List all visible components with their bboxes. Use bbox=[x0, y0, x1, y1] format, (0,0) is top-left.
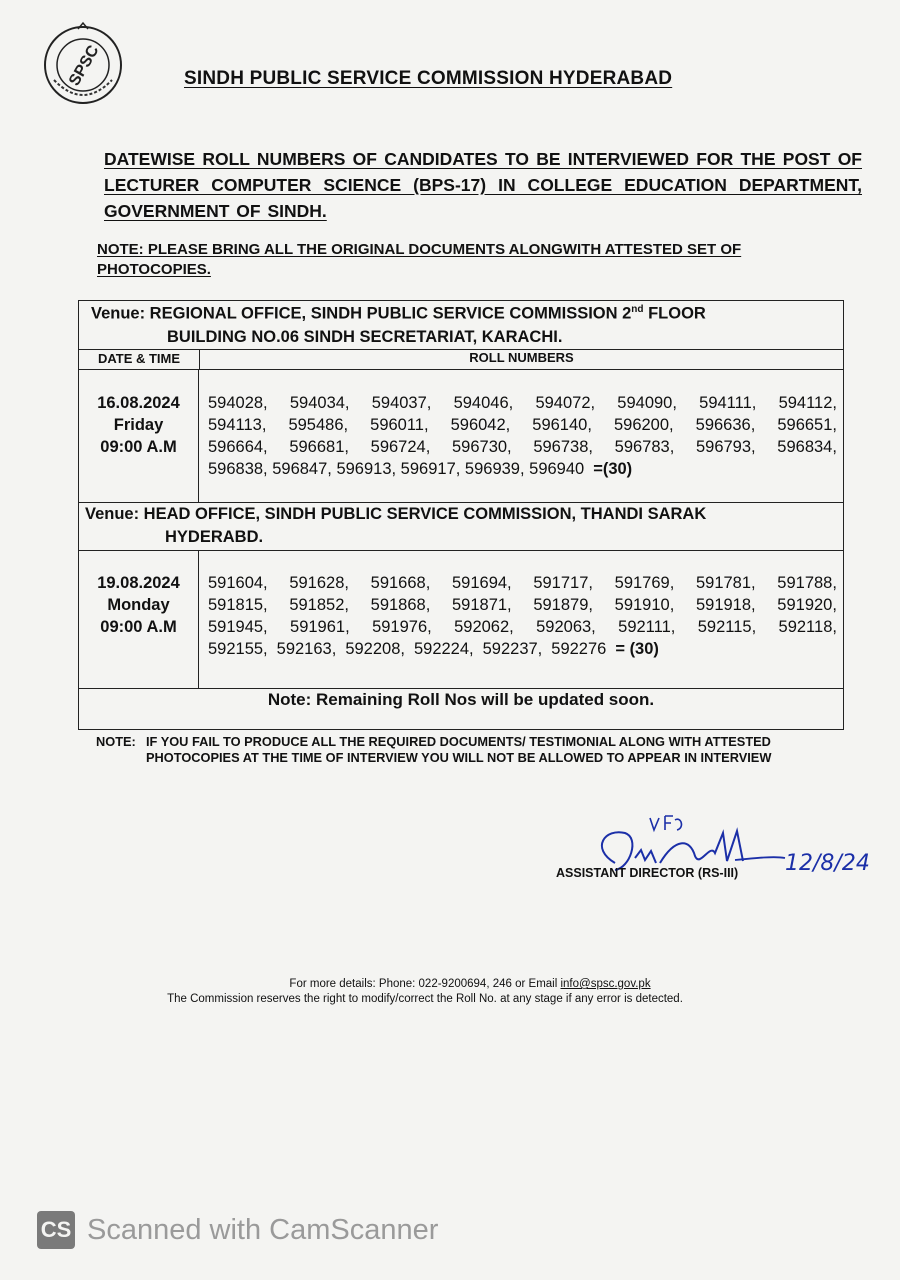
roll-total: = (30) bbox=[615, 640, 659, 658]
roll-line: 596664, 596681, 596724, 596730, 596738, 596783, 596793, 596834, bbox=[208, 438, 837, 456]
venue-line-2: HYDERABD. bbox=[165, 528, 264, 546]
table-row bbox=[79, 550, 843, 689]
note-text: IF YOU FAIL TO PRODUCE ALL THE REQUIRED DOCUMENTS/ TESTIMONIAL ALONG WITH ATTESTED PHOTOCOPIES AT THE TIME OF INTERVIEW YOU WILL NOT BE ALLOWED TO APPEAR IN INTERVIEW bbox=[146, 734, 772, 765]
camscanner-watermark bbox=[37, 1210, 438, 1250]
interview-time: 09:00 A.M bbox=[100, 618, 177, 636]
venue-karachi bbox=[79, 301, 843, 350]
header-roll-numbers: ROLL NUMBERS bbox=[469, 350, 574, 365]
svg-text:SPSC: SPSC bbox=[66, 42, 103, 89]
roll-line: 594113, 595486, 596011, 596042, 596140, 596200, 596636, 596651, bbox=[208, 416, 837, 434]
handwritten-signature bbox=[585, 808, 885, 898]
camscanner-icon: CS bbox=[37, 1211, 75, 1249]
roll-line: 591945, 591961, 591976, 592062, 592063, 592111, 592115, 592118, bbox=[208, 618, 837, 636]
roll-total: =(30) bbox=[593, 460, 633, 478]
watermark-text: Scanned with CamScanner bbox=[87, 1213, 439, 1246]
venue-line-1: Venue: HEAD OFFICE, SINDH PUBLIC SERVICE COMMISSION, THANDI SARAK bbox=[85, 505, 707, 523]
roll-line: 596838, 596847, 596913, 596917, 596939, 596940 =(30) bbox=[208, 460, 633, 478]
roll-line: 592155, 592163, 592208, 592224, 592237, 592276 = (30) bbox=[208, 640, 659, 658]
venue-line-1: Venue: REGIONAL OFFICE, SINDH PUBLIC SERVICE COMMISSION 2nd FLOOR bbox=[91, 304, 706, 323]
footer-disclaimer: The Commission reserves the right to modify/correct the Roll No. at any stage if any error is detected. bbox=[167, 993, 683, 1005]
email-link[interactable]: info@spsc.gov.pk bbox=[560, 978, 651, 990]
interview-schedule-table bbox=[78, 300, 844, 730]
note-bottom bbox=[96, 734, 856, 766]
roll-line: 591604, 591628, 591668, 591694, 591717, 591769, 591781, 591788, bbox=[208, 574, 837, 592]
remaining-note: Note: Remaining Roll Nos will be updated soon. bbox=[267, 690, 655, 709]
interview-day: Monday bbox=[107, 596, 170, 614]
roll-line: 594028, 594034, 594037, 594046, 594072, 594090, 594111, 594112, bbox=[208, 394, 837, 412]
roll-line: 591815, 591852, 591868, 591871, 591879, 591910, 591918, 591920, bbox=[208, 596, 837, 614]
interview-time: 09:00 A.M bbox=[100, 438, 177, 456]
venue-hyderabad bbox=[79, 502, 843, 551]
table-header-row bbox=[79, 349, 843, 370]
interview-day: Friday bbox=[113, 416, 164, 434]
document-subject: DATEWISE ROLL NUMBERS OF CANDIDATES TO BE INTERVIEWED FOR THE POST OF LECTURER COMPUTER SCIENCE (BPS-17) IN COLLEGE EDUCATION DEPARTMENT, GOVERNMENT OF SINDH. bbox=[104, 149, 862, 221]
note-label: NOTE: bbox=[96, 734, 136, 749]
date-time-cell bbox=[79, 550, 199, 688]
header-date-time: DATE & TIME bbox=[79, 349, 200, 369]
note-top: NOTE: PLEASE BRING ALL THE ORIGINAL DOCUMENTS ALONGWITH ATTESTED SET OF PHOTOCOPIES. bbox=[97, 241, 742, 278]
interview-date: 19.08.2024 bbox=[97, 574, 180, 592]
roll-numbers-cell bbox=[208, 572, 837, 660]
page-title: SINDH PUBLIC SERVICE COMMISSION HYDERABAD bbox=[184, 68, 673, 89]
venue-line-2: BUILDING NO.06 SINDH SECRETARIAT, KARACHI. bbox=[167, 328, 563, 346]
spsc-logo bbox=[40, 20, 126, 106]
interview-date: 16.08.2024 bbox=[97, 394, 180, 412]
table-row bbox=[79, 370, 843, 503]
date-time-cell bbox=[79, 370, 199, 502]
roll-numbers-cell bbox=[208, 392, 837, 480]
signatory-title: ASSISTANT DIRECTOR (RS-III) bbox=[556, 866, 739, 880]
signature-date: 12/8/24 bbox=[785, 851, 870, 876]
footer-contact: For more details: Phone: 022-9200694, 246 or Email info@spsc.gov.pk bbox=[289, 978, 651, 990]
